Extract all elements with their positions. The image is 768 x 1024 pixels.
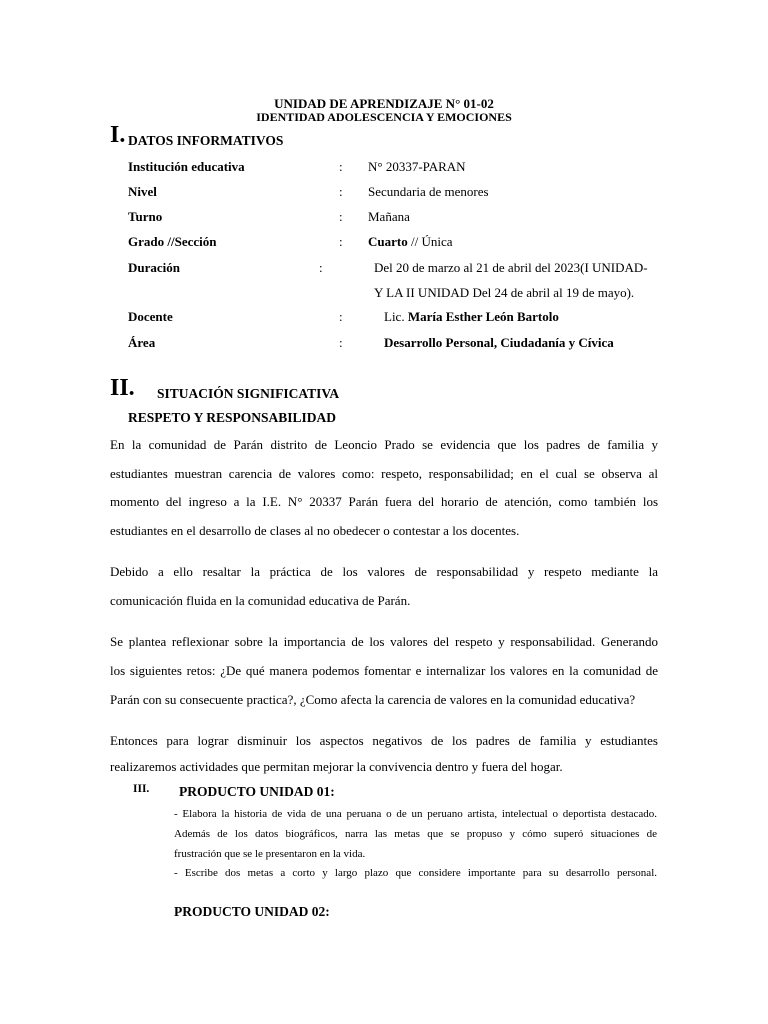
value-docente-name: María Esther León Bartolo xyxy=(407,309,559,324)
paragraph-1-line: estudiantes muestran carencia de valores como: respeto, responsabilidad; en el cual se observa al xyxy=(110,466,658,481)
colon: : xyxy=(339,309,343,324)
section-1-numeral: I. xyxy=(110,122,126,148)
product-2-title: PRODUCTO UNIDAD 02: xyxy=(174,904,330,919)
value-docente xyxy=(384,309,559,325)
label-docente: Docente xyxy=(128,309,173,324)
label-duracion: Duración xyxy=(128,260,180,275)
product-1-line: frustración que se le presentaron en la vida. xyxy=(174,848,366,860)
section-1-title: DATOS INFORMATIVOS xyxy=(128,133,284,148)
paragraph-3-line: Parán con su consecuente practica?, ¿Como afecta la carencia de valores en la comunidad educativa? xyxy=(110,692,636,707)
label-nivel: Nivel xyxy=(128,184,157,199)
value-duracion-line2: Y LA II UNIDAD Del 24 de abril al 19 de mayo). xyxy=(374,285,635,300)
label-grado: Grado //Sección xyxy=(128,234,217,249)
product-1-line: - Escribe dos metas a corto y largo plazo que considere importante para su desarrollo personal. xyxy=(174,867,657,879)
value-grado-rest: // Única xyxy=(407,234,453,249)
colon: : xyxy=(319,260,323,275)
colon: : xyxy=(339,335,343,350)
label-area: Área xyxy=(128,335,156,350)
value-turno: Mañana xyxy=(368,209,410,224)
value-duracion-line1: Del 20 de marzo al 21 de abril del 2023(I UNIDAD- xyxy=(374,260,648,275)
section-2-subtitle: RESPETO Y RESPONSABILIDAD xyxy=(128,410,337,425)
label-institucion: Institución educativa xyxy=(128,159,245,174)
paragraph-1-line: En la comunidad de Parán distrito de Leoncio Prado se evidencia que los padres de familia y xyxy=(110,437,658,452)
colon: : xyxy=(339,209,343,224)
paragraph-4-line: realizaremos actividades que permitan mejorar la convivencia dentro y fuera del hogar. xyxy=(110,759,563,774)
value-docente-prefix: Lic. xyxy=(384,309,408,324)
paragraph-1-line: estudiantes en el desarrollo de clases al no obedecer o contestar a los docentes. xyxy=(110,523,520,538)
colon: : xyxy=(339,234,343,249)
paragraph-3-line: los siguientes retos: ¿De qué manera podemos fomentar e internalizar los valores en la comunidad de xyxy=(110,663,658,678)
colon: : xyxy=(339,159,343,174)
product-1-line: Además de los datos biográficos, narra las metas que se propuso y cómo superó situaciones de xyxy=(174,828,657,840)
document-subtitle: IDENTIDAD ADOLESCENCIA Y EMOCIONES xyxy=(256,110,512,124)
section-2-title: SITUACIÓN SIGNIFICATIVA xyxy=(157,386,340,401)
colon: : xyxy=(339,184,343,199)
product-1-line: - Elabora la historia de vida de una peruana o de un peruano artista, intelectual o deportista destacado. xyxy=(174,808,657,820)
paragraph-4-line: Entonces para lograr disminuir los aspectos negativos de los padres de familia y estudiantes xyxy=(110,733,658,748)
paragraph-2-line: Debido a ello resaltar la práctica de los valores de responsabilidad y respeto mediante la xyxy=(110,564,658,579)
value-nivel: Secundaria de menores xyxy=(368,184,489,199)
value-institucion: N° 20337-PARAN xyxy=(368,159,466,174)
document-title: UNIDAD DE APRENDIZAJE N° 01-02 xyxy=(274,96,494,111)
value-grado xyxy=(368,234,452,250)
value-area: Desarrollo Personal, Ciudadanía y Cívica xyxy=(384,335,614,350)
paragraph-3-line: Se plantea reflexionar sobre la importancia de los valores del respeto y responsabilidad. Generando xyxy=(110,634,658,649)
section-2-numeral: II. xyxy=(110,375,135,401)
section-3-numeral: III. xyxy=(133,783,150,795)
paragraph-1-line: momento del ingreso a la I.E. N° 20337 Parán fuera del horario de atención, como también los xyxy=(110,494,658,509)
value-grado-bold: Cuarto xyxy=(368,234,408,249)
label-turno: Turno xyxy=(128,209,163,224)
paragraph-2-line: comunicación fluida en la comunidad educativa de Parán. xyxy=(110,593,411,608)
product-1-title: PRODUCTO UNIDAD 01: xyxy=(179,784,335,799)
